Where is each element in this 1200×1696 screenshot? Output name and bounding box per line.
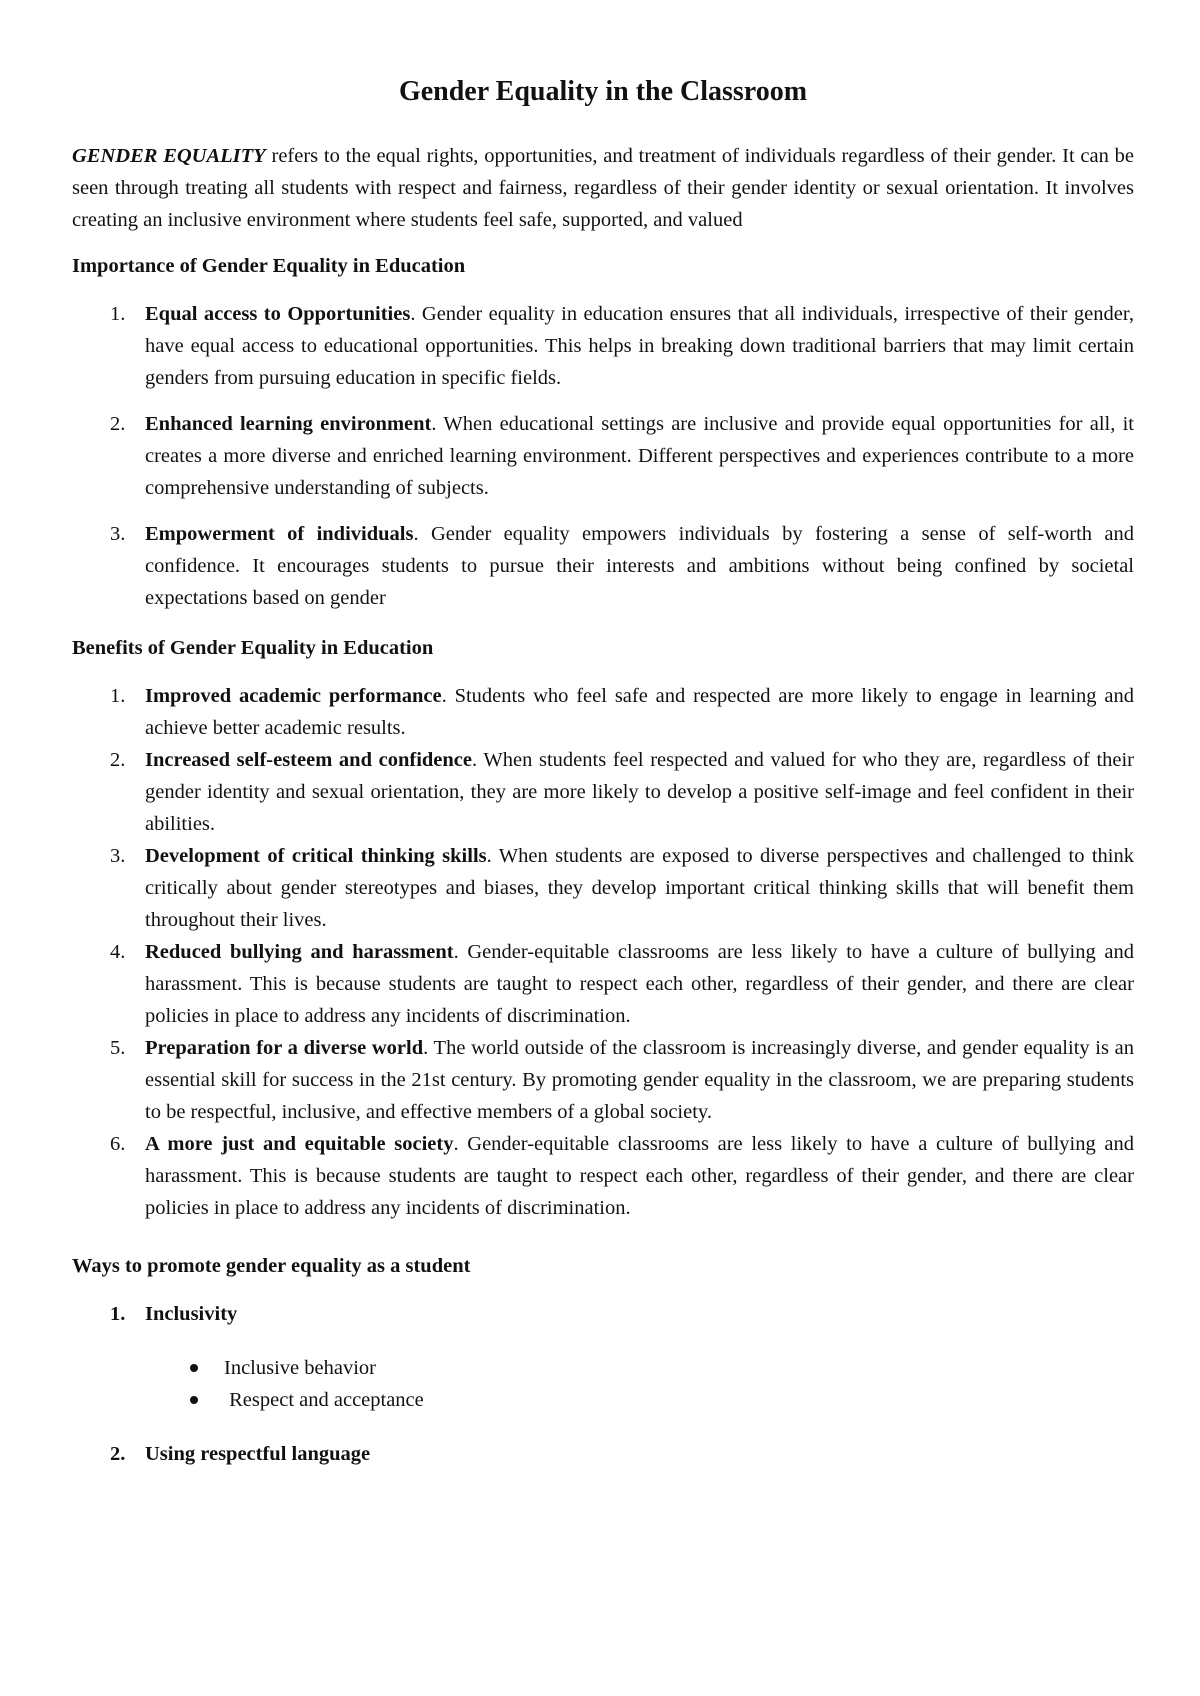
item-lead: Improved academic performance bbox=[145, 685, 442, 707]
item-lead: A more just and equitable society bbox=[145, 1133, 454, 1155]
item-number: 2. bbox=[110, 413, 126, 435]
benefits-list bbox=[72, 680, 1134, 1224]
item-number: 1. bbox=[110, 685, 126, 707]
way-number: 1. bbox=[110, 1303, 126, 1325]
ways-heading: Ways to promote gender equality as a student bbox=[72, 1255, 471, 1277]
bullet-text: Respect and acceptance bbox=[224, 1389, 424, 1411]
list-item bbox=[72, 1128, 1134, 1224]
intro-text: refers to the equal rights, opportunities, and treatment of individuals regardless of their gender. It can be seen through treating all students with respect and fairness, regardless of their gender identity or sexual orientation. It involves creating an inclusive environment where students feel safe, supported, and valued bbox=[72, 145, 1134, 231]
way-label: Inclusivity bbox=[145, 1303, 238, 1325]
item-lead: Development of critical thinking skills bbox=[145, 845, 487, 867]
item-number: 2. bbox=[110, 749, 126, 771]
bullet-dot-icon bbox=[190, 1364, 198, 1372]
importance-list bbox=[72, 298, 1134, 614]
bullet-item bbox=[72, 1384, 1134, 1416]
item-lead: Enhanced learning environment bbox=[145, 413, 432, 435]
item-number: 3. bbox=[110, 845, 126, 867]
way-item bbox=[72, 1438, 1134, 1470]
way-number: 2. bbox=[110, 1443, 126, 1465]
item-text: . Gender equality empowers individuals by fostering a sense of self-worth and confidence. It encourages students to pursue their interests and ambitions without being confined by societal expectations based on gender bbox=[145, 523, 1135, 609]
list-item bbox=[72, 518, 1134, 614]
bullet-item bbox=[72, 1352, 1134, 1384]
list-item bbox=[72, 680, 1134, 744]
way-item bbox=[72, 1298, 1134, 1330]
item-lead: Increased self-esteem and confidence bbox=[145, 749, 472, 771]
item-number: 4. bbox=[110, 941, 126, 963]
bullet-list bbox=[72, 1352, 1134, 1416]
list-item bbox=[72, 408, 1134, 504]
intro-paragraph bbox=[72, 140, 1134, 236]
intro-term: GENDER EQUALITY bbox=[72, 145, 266, 167]
page-title: Gender Equality in the Classroom bbox=[398, 76, 808, 107]
list-item bbox=[72, 744, 1134, 840]
item-text: . When students feel respected and valued for who they are, regardless of their gender identity and sexual orientation, they are more likely to develop a positive self-image and feel confident in their abilities. bbox=[145, 749, 1135, 835]
item-text: . When educational settings are inclusive and provide equal opportunities for all, it creates a more diverse and enriched learning environment. Different perspectives and experiences contribute to a more comprehensive understanding of subjects. bbox=[145, 413, 1134, 499]
item-text: . When students are exposed to diverse perspectives and challenged to think critically about gender stereotypes and biases, they develop important critical thinking skills that will benefit them throughout their lives. bbox=[145, 845, 1134, 931]
benefits-heading: Benefits of Gender Equality in Education bbox=[72, 637, 434, 659]
list-item bbox=[72, 298, 1134, 394]
bullet-text: Inclusive behavior bbox=[224, 1357, 376, 1379]
item-number: 5. bbox=[110, 1037, 126, 1059]
item-text: . Gender equality in education ensures that all individuals, irrespective of their gender, have equal access to educational opportunities. This helps in breaking down traditional barriers that may limit certain genders from pursuing education in specific fields. bbox=[145, 303, 1134, 389]
list-item bbox=[72, 1032, 1134, 1128]
item-lead: Reduced bullying and harassment bbox=[145, 941, 454, 963]
item-text: . Students who feel safe and respected are more likely to engage in learning and achieve better academic results. bbox=[145, 685, 1134, 739]
item-number: 6. bbox=[110, 1133, 126, 1155]
item-number: 3. bbox=[110, 523, 126, 545]
bullet-dot-icon bbox=[190, 1396, 198, 1404]
item-text: . Gender-equitable classrooms are less likely to have a culture of bullying and harassment. This is because students are taught to respect each other, regardless of their gender, and there are clear policies in place to address any incidents of discrimination. bbox=[145, 1133, 1135, 1219]
way-label: Using respectful language bbox=[145, 1443, 371, 1465]
item-text: . The world outside of the classroom is increasingly diverse, and gender equality is an essential skill for success in the 21st century. By promoting gender equality in the classroom, we are preparing students to be respectful, inclusive, and effective members of a global society. bbox=[145, 1037, 1134, 1123]
item-text: . Gender-equitable classrooms are less likely to have a culture of bullying and harassment. This is because students are taught to respect each other, regardless of their gender, and there are clear policies in place to address any incidents of discrimination. bbox=[145, 941, 1134, 1027]
list-item bbox=[72, 840, 1134, 936]
importance-heading: Importance of Gender Equality in Education bbox=[72, 255, 466, 277]
item-lead: Empowerment of individuals bbox=[145, 523, 414, 545]
item-number: 1. bbox=[110, 303, 126, 325]
item-lead: Preparation for a diverse world bbox=[145, 1037, 424, 1059]
list-item bbox=[72, 936, 1134, 1032]
item-lead: Equal access to Opportunities bbox=[145, 303, 411, 325]
